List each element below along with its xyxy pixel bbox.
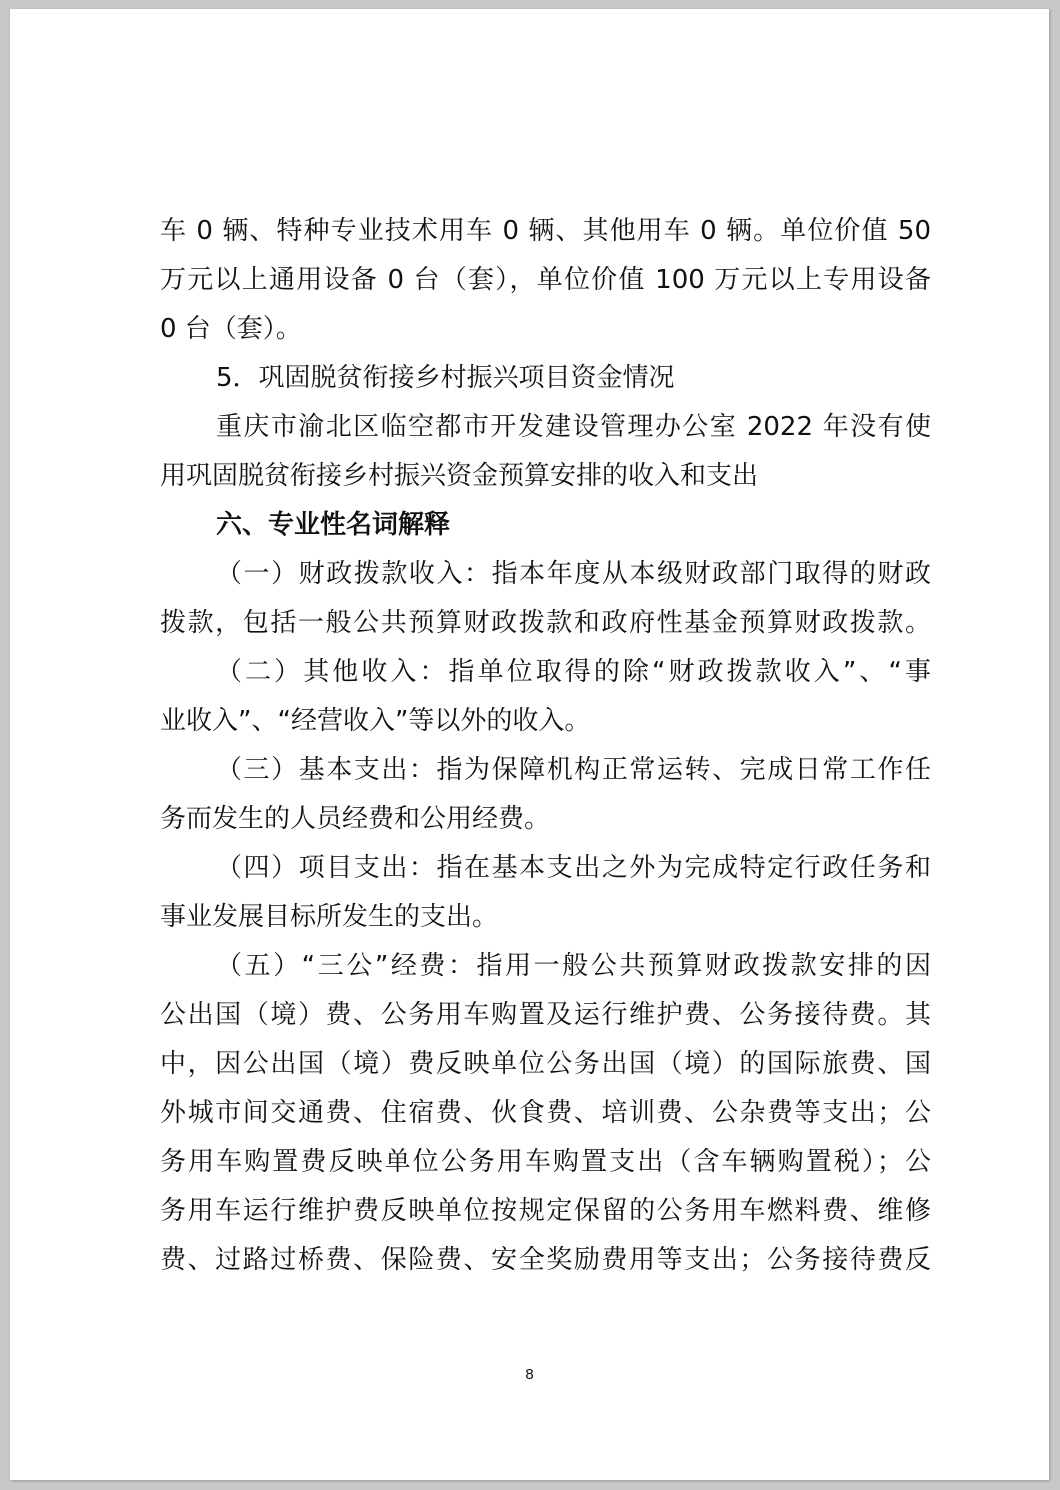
text-line: 务用车购置费反映单位公务用车购置支出（含车辆购置税）；公 (160, 1147, 931, 1177)
text-line: 0 台（套）。 (160, 314, 302, 344)
text-line: （三）基本支出：指为保障机构正常运转、完成日常工作任 (216, 755, 931, 785)
text-line: 外城市间交通费、住宿费、伙食费、培训费、公杂费等支出；公 (160, 1098, 931, 1128)
text-line: 中，因公出国（境）费反映单位公务出国（境）的国际旅费、国 (160, 1049, 931, 1079)
text-line: 用巩固脱贫衔接乡村振兴资金预算安排的收入和支出 (160, 461, 759, 491)
text-line: 拨款，包括一般公共预算财政拨款和政府性基金预算财政拨款。 (160, 608, 931, 638)
text-line: 务而发生的人员经费和公用经费。 (160, 804, 551, 834)
section-subheading: 5．巩固脱贫衔接乡村振兴项目资金情况 (216, 363, 675, 393)
text-line: 公出国（境）费、公务用车购置及运行维护费、公务接待费。其 (160, 1000, 931, 1030)
text-line: 业收入”、“经营收入”等以外的收入。 (160, 706, 591, 736)
text-line: （二）其他收入：指单位取得的除“财政拨款收入”、“事 (216, 657, 931, 687)
text-line: 万元以上通用设备 0 台（套），单位价值 100 万元以上专用设备 (160, 265, 931, 295)
text-line: 车 0 辆、特种专业技术用车 0 辆、其他用车 0 辆。单位价值 50 (160, 216, 931, 246)
text-line: 费、过路过桥费、保险费、安全奖励费用等支出；公务接待费反 (160, 1245, 931, 1275)
text-line: 事业发展目标所发生的支出。 (160, 902, 499, 932)
body-text (160, 207, 931, 1285)
section-heading: 六、专业性名词解释 (216, 510, 451, 540)
page-number: 8 (525, 1366, 534, 1383)
text-line: （一）财政拨款收入：指本年度从本级财政部门取得的财政 (216, 559, 931, 589)
text-line: （四）项目支出：指在基本支出之外为完成特定行政任务和 (216, 853, 931, 883)
text-line: （五）“三公”经费：指用一般公共预算财政拨款安排的因 (216, 951, 931, 981)
text-line: 重庆市渝北区临空都市开发建设管理办公室 2022 年没有使 (216, 412, 931, 442)
document-page (10, 9, 1049, 1480)
text-line: 务用车运行维护费反映单位按规定保留的公务用车燃料费、维修 (160, 1196, 931, 1226)
